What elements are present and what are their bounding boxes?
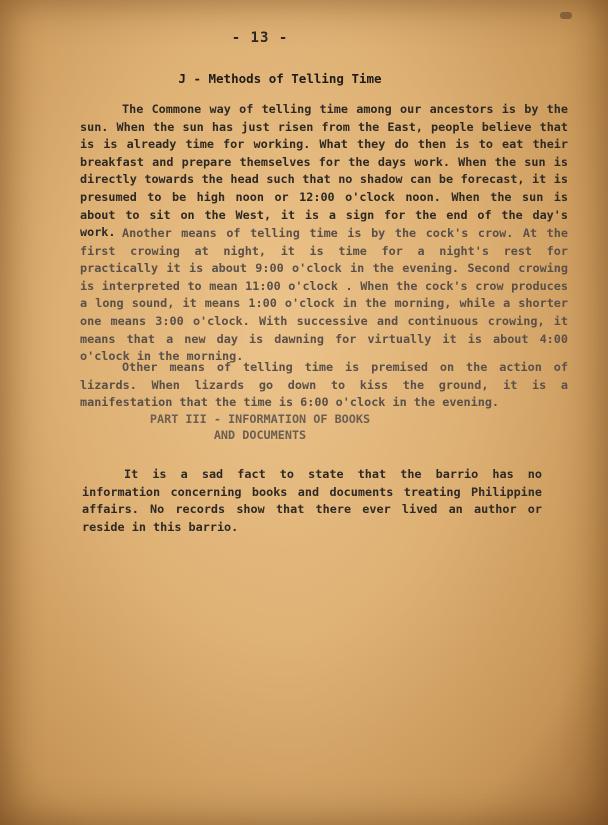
paragraph-cock-crow: Another means of telling time is by the cock's crow. At the first crowing at night, it is time for a night's rest for practically it is about 9:00 o'clock in the evening. Second crowing is interpreted to mean 11:00 o'clock . When the cock's crow produces a long sound, it means 1:00 o'clock in the morning, while a shorter one means 3:00 o'clock. With successive and continuous crowing, it means that a new day is dawning for virtually it is about 4:00 o'clock in the morning. bbox=[80, 226, 568, 364]
corner-mark bbox=[560, 12, 572, 19]
paragraph-books: It is a sad fact to state that the barrio has no information concerning books and documents treating Philippine affairs. No records show that there ever lived an author or reside in this barrio. bbox=[82, 467, 542, 534]
section-heading: J - Methods of Telling Time bbox=[178, 71, 382, 86]
part-title-line-1: PART III - INFORMATION OF BOOKS bbox=[149, 412, 371, 426]
part-title-line-2: AND DOCUMENTS bbox=[213, 428, 307, 442]
paragraph-sun: The Commone way of telling time among our ancestors is by the sun. When the sun has just risen from the East, people believe that is is already time for working. What they do then is to eat their breakfast and prepare themselves for the days work. When the sun is directly towards the head such that no shadow can be forecast, it is presumed to be high noon or 12:00 o'clock noon. When the sun is about to sit on the West, it is a sign for the end of the day's work. bbox=[80, 102, 568, 240]
paragraph-lizards: Other means of telling time is premised on the action of lizards. When lizards go down to kiss the ground, it is a manifestation that the time is 6:00 o'clock in the evening. bbox=[80, 360, 568, 410]
page-number: - 13 - bbox=[231, 30, 289, 46]
part-title bbox=[0, 411, 520, 443]
